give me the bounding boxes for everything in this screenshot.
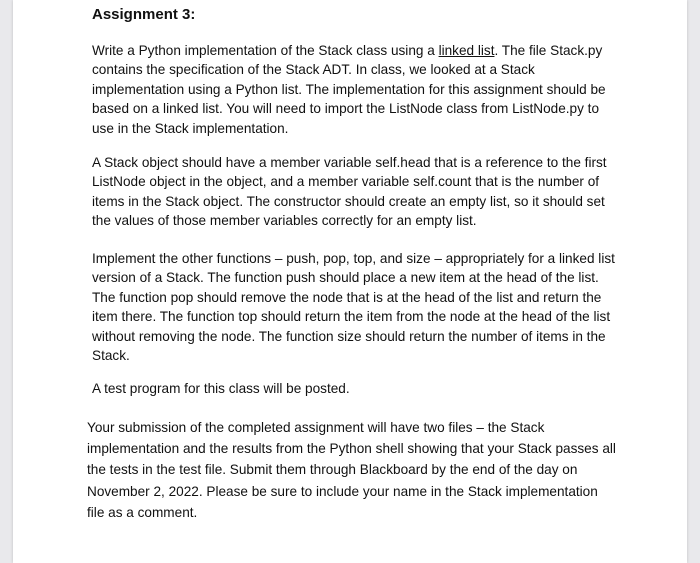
- paragraph-intro: [92, 41, 622, 138]
- document-page: [13, 0, 687, 563]
- intro-text-end: . The file Stack.py contains the specification of the Stack ADT. In class, we looked at a Stack implementation using a Python list. The implementation for this assignment should be based on a linked list. You will need to import the ListNode class from ListNode.py to use in the Stack implementation.: [92, 43, 606, 136]
- paragraph-functions: Implement the other functions – push, pop, top, and size – appropriately for a linked list version of a Stack. The function push should place a new item at the head of the list. The function pop should remove the node that is at the head of the list and return the item there. The function top should return the item from the node at the head of the list without removing the node. The function size should return the number of items in the Stack.: [92, 251, 615, 364]
- paragraph-stack-object: A Stack object should have a member variable self.head that is a reference to the first ListNode object in the object, and a member variable self.count that is the number of items in the Stack object. The constructor should create an empty list, so it should set the values of those member variables correctly for an empty list.: [92, 155, 607, 229]
- paragraph-test-program: A test program for this class will be posted.: [92, 381, 350, 396]
- intro-text-start: Write a Python implementation of the Stack class using a: [92, 43, 439, 58]
- linked-list-link[interactable]: linked list: [438, 43, 495, 58]
- assignment-title: Assignment 3:: [92, 6, 196, 23]
- paragraph-submission: Your submission of the completed assignment will have two files – the Stack implementation and the results from the Python shell showing that your Stack passes all the tests in the test file. Submit them through Blackboard by the end of the day on November 2, 2022. Please be sure to include your name in the Stack implementation file as a comment.: [87, 420, 616, 520]
